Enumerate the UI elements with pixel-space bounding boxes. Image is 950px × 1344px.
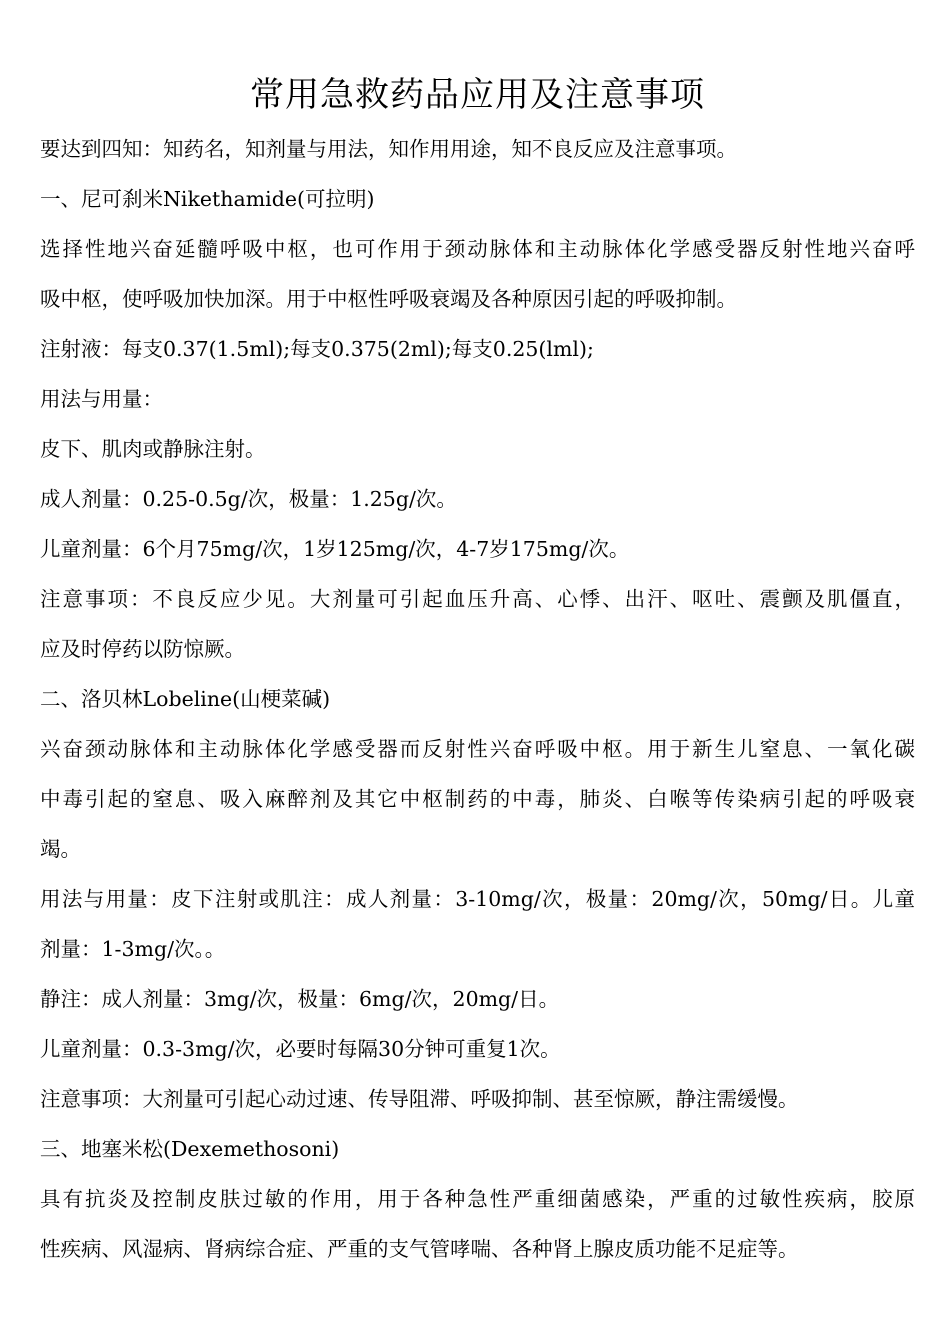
text-line: 性疾病、风湿病、肾病综合症、严重的支气管哮喘、各种肾上腺皮质功能不足症等。	[40, 1237, 799, 1261]
text-line: 注意事项：不良反应少见。大剂量可引起血压升高、心悸、出汗、呕吐、震颤及肌僵直，	[40, 587, 915, 611]
text-line: 注意事项：大剂量可引起心动过速、传导阻滞、呼吸抑制、甚至惊厥，静注需缓慢。	[40, 1087, 799, 1111]
text-line: 吸中枢，使呼吸加快加深。用于中枢性呼吸衰竭及各种原因引起的呼吸抑制。	[40, 287, 737, 311]
text-line: 一、尼可刹米Nikethamide(可拉明)	[40, 187, 375, 211]
text-line: 用法与用量：	[40, 387, 163, 411]
text-line: 剂量：1-3mg/次。。	[40, 937, 226, 961]
text-line: 用法与用量：皮下注射或肌注：成人剂量：3-10mg/次，极量：20mg/次，50mg/日。儿童	[40, 887, 915, 911]
text-line: 应及时停药以防惊厥。	[40, 637, 245, 661]
text-line: 兴奋颈动脉体和主动脉体化学感受器而反射性兴奋呼吸中枢。用于新生儿窒息、一氧化碳	[40, 737, 915, 761]
text-line: 儿童剂量：6个月75mg/次，1岁125mg/次，4-7岁175mg/次。	[40, 537, 630, 561]
text-line: 儿童剂量：0.3-3mg/次，必要时每隔30分钟可重复1次。	[40, 1037, 561, 1061]
text-line: 静注：成人剂量：3mg/次，极量：6mg/次，20mg/日。	[40, 987, 560, 1011]
text-line: 皮下、肌肉或静脉注射。	[40, 437, 266, 461]
document-page	[40, 0, 915, 1274]
text-line: 竭。	[40, 837, 81, 861]
text-line: 选择性地兴奋延髓呼吸中枢，也可作用于颈动脉体和主动脉体化学感受器反射性地兴奋呼	[40, 237, 915, 261]
text-line: 具有抗炎及控制皮肤过敏的作用，用于各种急性严重细菌感染，严重的过敏性疾病，胶原	[40, 1187, 915, 1211]
document-title: 常用急救药品应用及注意事项	[250, 75, 705, 115]
document-body	[40, 124, 915, 1274]
text-line: 成人剂量：0.25-0.5g/次，极量：1.25g/次。	[40, 487, 457, 511]
text-line: 中毒引起的窒息、吸入麻醉剂及其它中枢制药的中毒，肺炎、白喉等传染病引起的呼吸衰	[40, 787, 915, 811]
text-line: 二、洛贝林Lobeline(山梗菜碱)	[40, 687, 331, 711]
text-line: 三、地塞米松(Dexemethosoni)	[40, 1137, 340, 1161]
text-line: 注射液：每支0.37(1.5ml);每支0.375(2ml);每支0.25(lml);	[40, 337, 594, 361]
text-line: 要达到四知：知药名，知剂量与用法，知作用用途，知不良反应及注意事项。	[40, 137, 737, 161]
